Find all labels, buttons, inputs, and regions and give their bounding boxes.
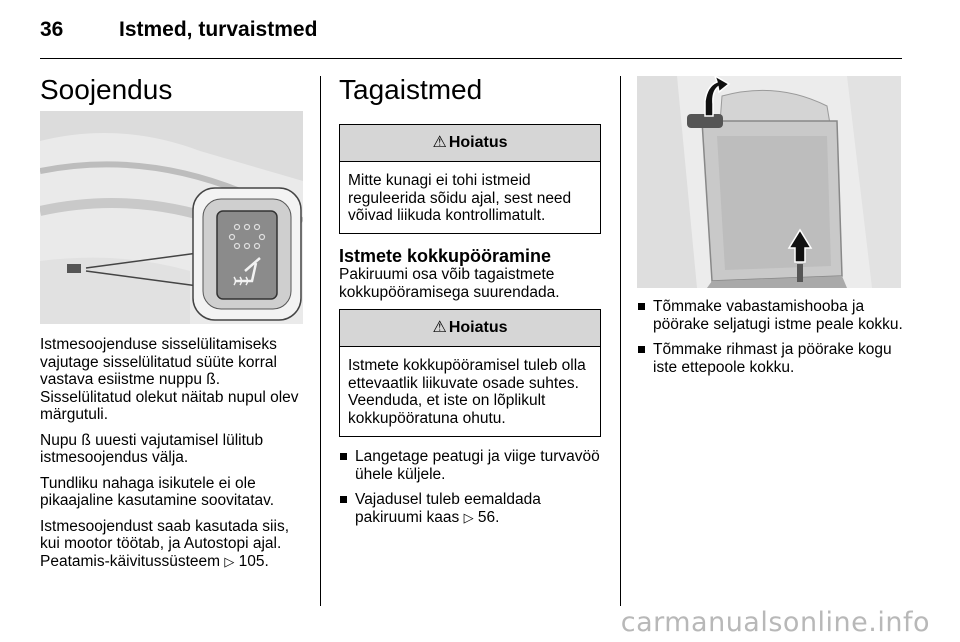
page-number: 36 — [40, 18, 64, 41]
warning-header — [340, 125, 600, 162]
column-divider-2 — [620, 76, 621, 606]
header-divider — [40, 58, 902, 59]
middle-bullets — [339, 448, 605, 534]
paragraph-text: Istmesoojendust saab kasutada siis, kui mootor töötab, ja Autostopi ajal. — [40, 517, 289, 552]
intro-paragraph: Pakiruumi osa võib tagaistmete kokkupööramisega suurendada. — [339, 266, 560, 301]
warning-box-1 — [339, 124, 601, 234]
bullet-text: Tõmmake rihmast ja pöörake kogu iste ettepoole kokku. — [653, 341, 892, 376]
bullet-square-icon — [638, 346, 645, 353]
bullet-square-icon — [340, 453, 347, 460]
middle-column — [339, 74, 607, 106]
warning-box-2 — [339, 309, 601, 437]
bullet-list — [339, 448, 605, 526]
folding-section — [339, 246, 604, 309]
page-header — [40, 18, 902, 48]
page-reference-arrow-icon: ▷ — [463, 509, 474, 525]
subheading-folding: Istmete kokkupööramine — [339, 246, 552, 266]
paragraph: Istmesoojenduse sisselülitamiseks vajutage sisselülitatud süüte korral vastava esiistme nuppu ß. Sisselülitatud olekut näitab nupul olev märgutuli. — [40, 336, 299, 423]
watermark: carmanualsonline.info — [620, 607, 930, 638]
rear-seat-illustration — [637, 76, 901, 288]
bullet-square-icon — [638, 303, 645, 310]
bullet-item — [339, 448, 605, 483]
warning-header — [340, 310, 600, 347]
bullet-text: Langetage peatugi ja viige turvavöö ühele küljele. — [355, 448, 600, 483]
left-column — [40, 74, 308, 106]
section-title-tagaistmed: Tagaistmed — [339, 74, 483, 105]
section-title-soojendus: Soojendus — [40, 74, 173, 105]
warning-text: Mitte kunagi ei tohi istmeid reguleerida sõidu ajal, sest need võivad liikuda kontrollimatult. — [348, 172, 572, 224]
bullet-text: Tõmmake vabastamishooba ja pöörake seljatugi istme peale kokku. — [653, 298, 903, 333]
warning-label: Hoiatus — [448, 319, 508, 336]
bullet-text: Vajadusel tuleb eemaldada pakiruumi kaas — [355, 491, 541, 526]
page-reference-link[interactable]: 56. — [477, 508, 500, 526]
right-bullets — [637, 298, 905, 384]
page-reference-arrow-icon: ▷ — [224, 553, 235, 569]
bullet-list — [637, 298, 905, 376]
bullet-item — [637, 341, 905, 376]
paragraph: Nupu ß uuesti vajutamisel lülitub istmesoojendus välja. — [40, 431, 264, 466]
warning-text: Istmete kokkupööramisel tuleb olla ettevaatlik liikuvate osade suhtes. Veenduda, et iste on lõplikult kokkupööratuna ohutu. — [348, 357, 586, 427]
column-divider-1 — [320, 76, 321, 606]
warning-label: Hoiatus — [448, 134, 508, 151]
warning-triangle-icon: ⚠ — [432, 134, 447, 151]
paragraph: Tundliku nahaga isikutele ei ole pikaajaline kasutamine soovitatav. — [40, 474, 275, 509]
seat-heating-illustration — [40, 111, 303, 324]
page-reference-link[interactable]: 105. — [238, 552, 269, 570]
bullet-square-icon — [340, 496, 347, 503]
paragraph — [40, 518, 305, 571]
bullet-item — [339, 491, 605, 526]
left-column-text — [40, 336, 305, 578]
warning-triangle-icon: ⚠ — [432, 319, 447, 336]
bullet-item — [637, 298, 905, 333]
paragraph-text: Peatamis-käivitussüsteem — [40, 552, 221, 570]
chapter-title: Istmed, turvaistmed — [119, 18, 318, 41]
